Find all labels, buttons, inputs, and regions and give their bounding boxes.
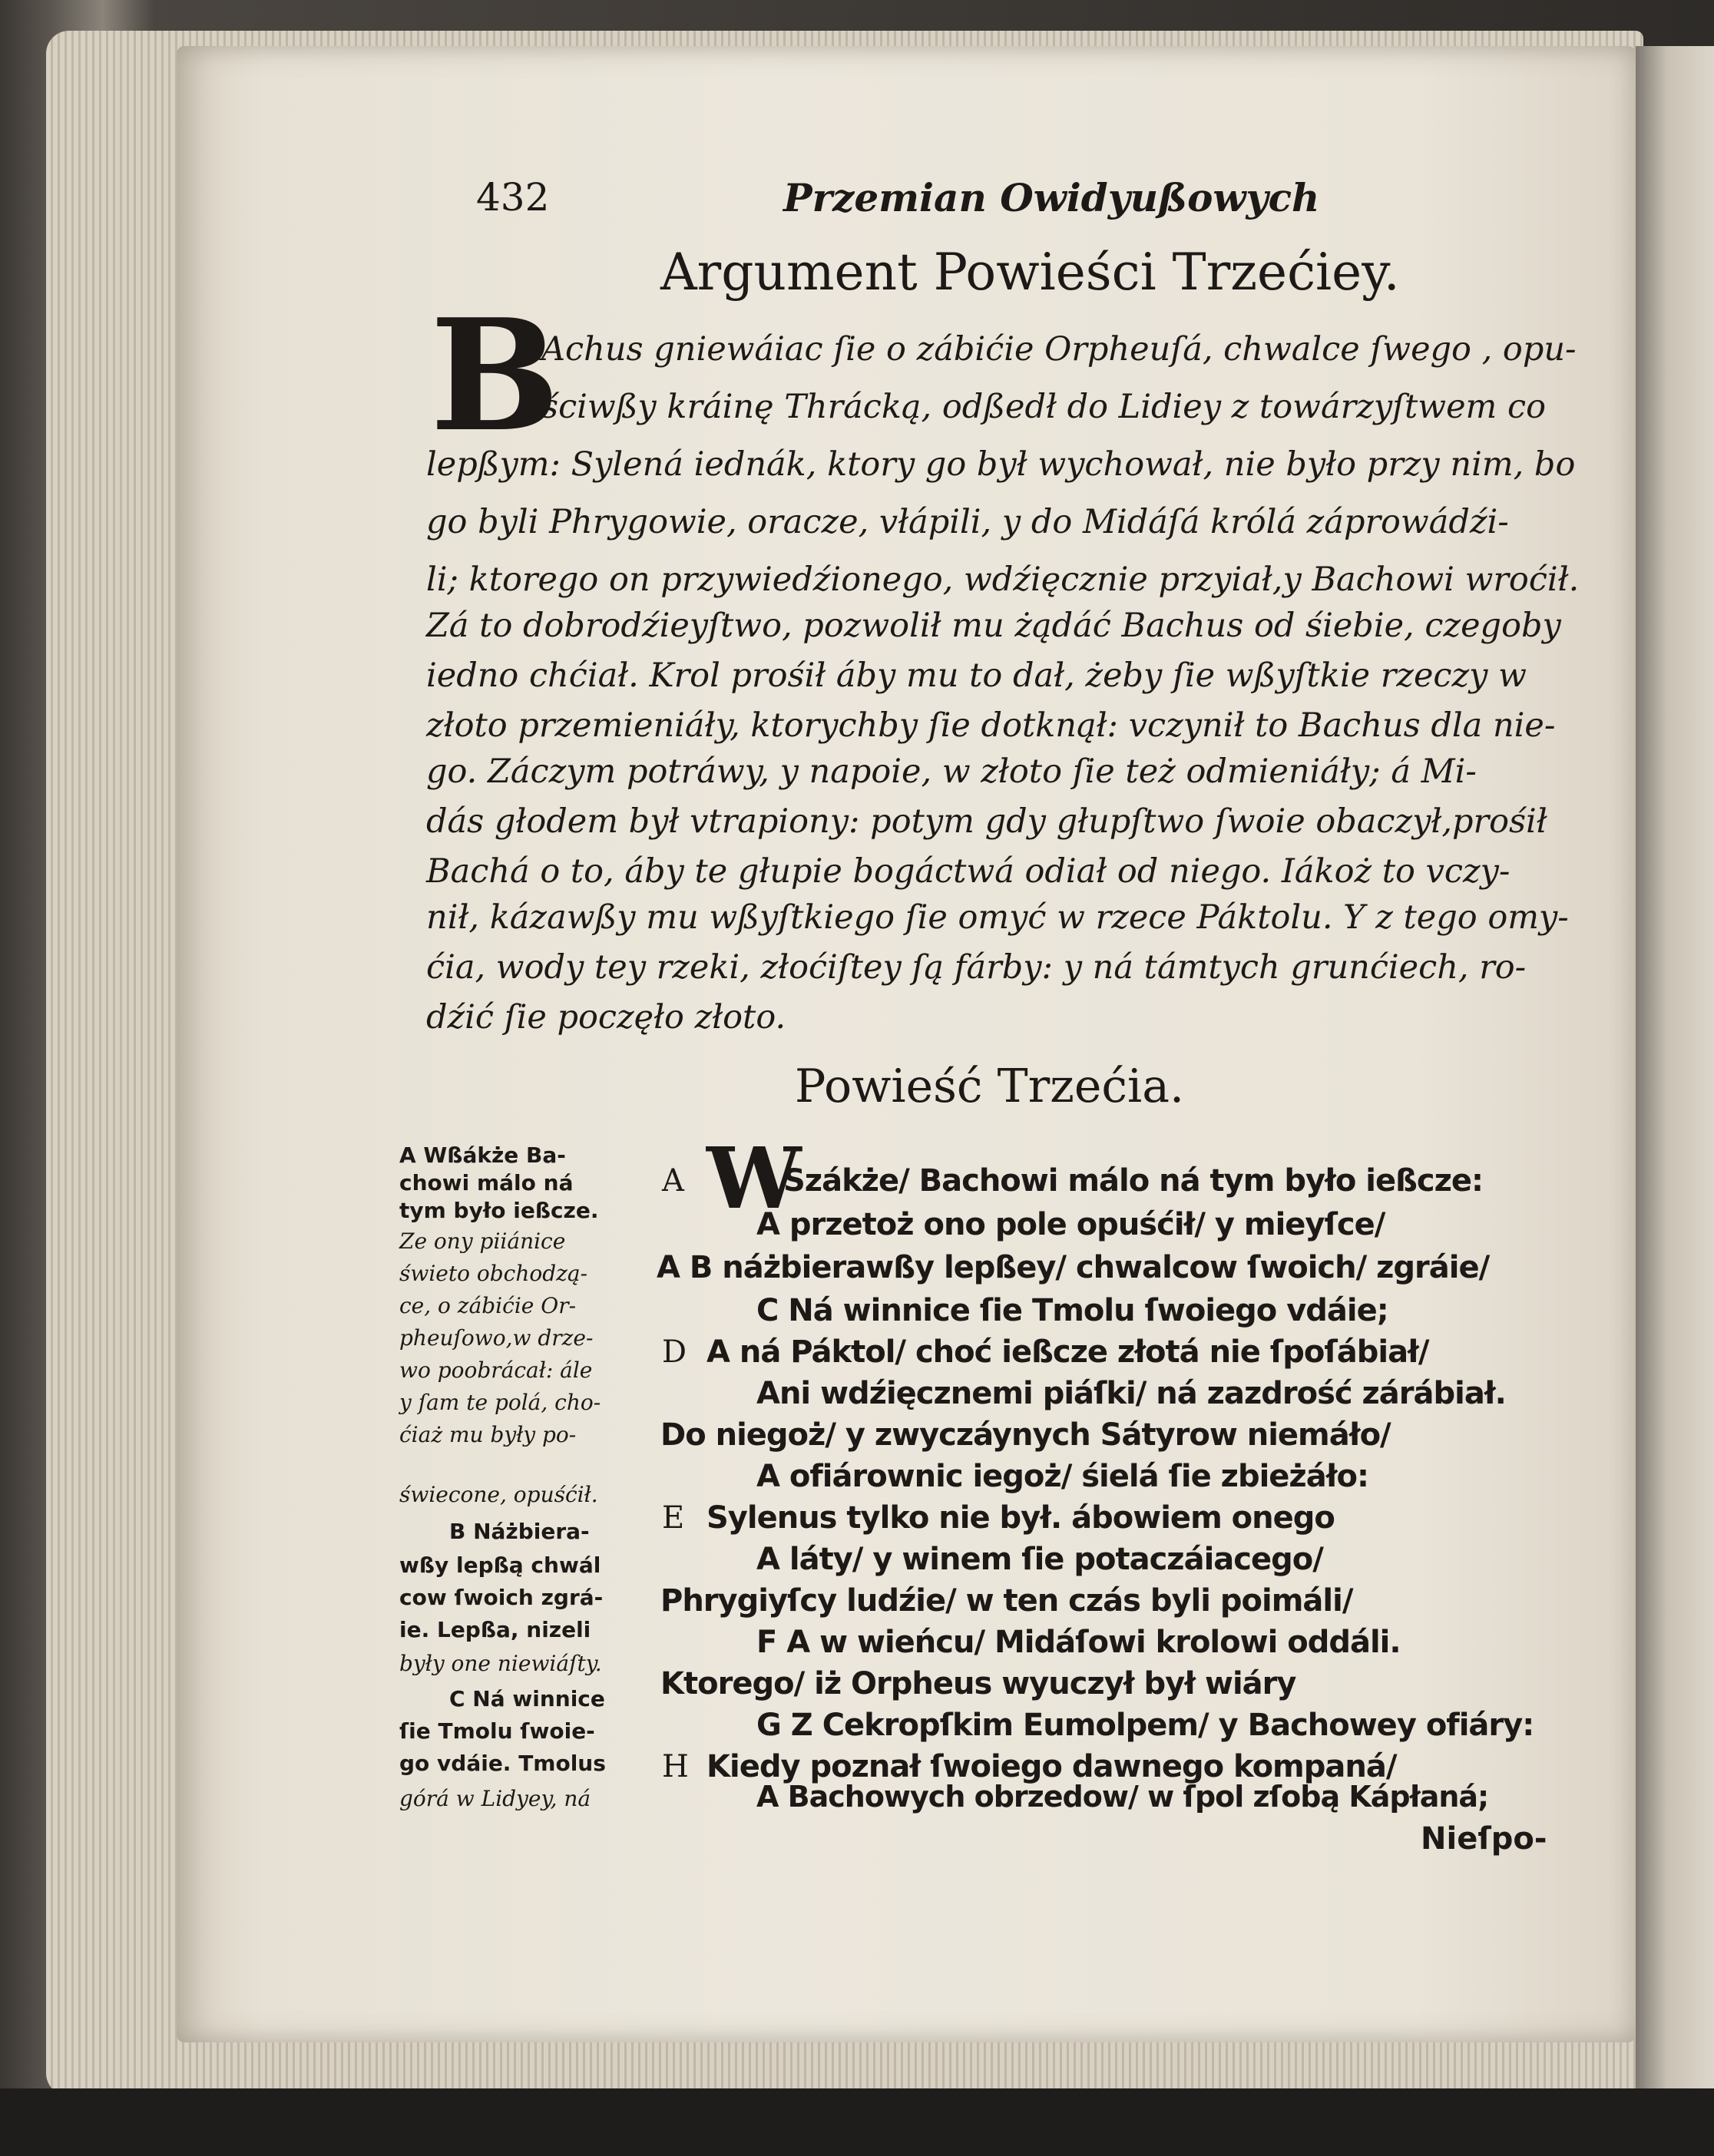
margin-note-line: A Wßákże Ba-: [399, 1142, 566, 1168]
verse-line: Do niegoż/ y zwyczáynych Sátyrow niemáło/: [660, 1417, 1391, 1453]
verse-marker: D: [662, 1334, 687, 1370]
drop-cap: B: [430, 286, 561, 466]
verse-line: A ná Páktol/ choć ießcze złotá nie ſpoſábiał/: [706, 1334, 1429, 1370]
margin-note-line: wo poobrácał: ále: [399, 1357, 593, 1383]
margin-note-line: y ſam te polá, cho-: [399, 1390, 601, 1415]
verse-line: Sylenus tylko nie był. ábowiem onego: [706, 1500, 1335, 1536]
margin-note-line: C Ná winnice: [449, 1686, 605, 1711]
verse-line: G Z Cekropſkim Eumolpem/ y Bachowey ofiáry:: [756, 1708, 1534, 1743]
argument-line: ćia, wody tey rzeki, złoćiſtey ſą fárby: y ná támtych grunćiech, ro-: [426, 948, 1527, 987]
margin-note-line: Ze ony piiánice: [399, 1228, 566, 1254]
argument-line: go byli Phrygowie, oracze, vłápili, y do Midáſá królá záprowádźi-: [426, 503, 1509, 541]
verse-marker: H: [662, 1749, 689, 1784]
verse-line: A láty/ y winem ſie potaczáiacego/: [756, 1542, 1323, 1577]
verse-line: A Bachowych obrzedow/ w ſpol zſobą Kápłaná;: [756, 1780, 1489, 1814]
verse-line: C Ná winnice ſie Tmolu ſwoiego vdáie;: [756, 1293, 1388, 1328]
argument-line: dźić ſie poczęło złoto.: [426, 998, 786, 1037]
argument-line: li; ktorego on przywiedźionego, wdźięcznie przyiał,y Bachowi wroćił.: [426, 560, 1580, 599]
running-head: Przemian Owidyußowych: [783, 175, 1320, 220]
page-number: 432: [476, 175, 550, 220]
margin-note-line: go vdáie. Tmolus: [399, 1751, 606, 1776]
margin-note-line: pheuſowo,w drze-: [399, 1325, 594, 1351]
margin-note-line: cow ſwoich zgrá-: [399, 1585, 604, 1610]
verse-line: Ktorego/ iż Orpheus wyuczył był wiáry: [660, 1666, 1296, 1701]
margin-note-line: ce, o zábićie Or-: [399, 1293, 577, 1318]
margin-note-line: ćiaż mu były po-: [399, 1422, 577, 1447]
margin-note-line: były one niewiáſty.: [399, 1651, 602, 1676]
argument-line: dás głodem był vtrapiony: potym gdy głupſtwo ſwoie obaczył,prośił: [426, 802, 1547, 841]
verse-line: Phrygiyſcy ludźie/ w ten czás byli poimáli/: [660, 1583, 1353, 1619]
argument-line: Achus gniewáiac ſie o zábićie Orpheuſá, chwalce ſwego , opu-: [541, 330, 1577, 369]
margin-note-line: świeto obchodzą-: [399, 1261, 588, 1286]
margin-note-line: tym było ießcze.: [399, 1198, 599, 1223]
argument-title: Argument Powieści Trzećiey.: [660, 243, 1400, 302]
argument-line: Zá to dobrodźieyſtwo, pozwolił mu żądáć Bachus od śiebie, czegoby: [426, 607, 1561, 645]
argument-line: nił, kázawßy mu wßyſtkiego ſie omyć w rzece Páktolu. Y z tego omy-: [426, 898, 1569, 937]
argument-line: go. Záczym potráwy, y napoie, w złoto ſie też odmieniáły; á Mi-: [426, 752, 1477, 791]
verse-marker: E: [662, 1500, 685, 1536]
verse-line: A ofiárownic iegoż/ śielá ſie zbieżáło:: [756, 1459, 1369, 1494]
verse-line: F A w wieńcu/ Midáſowi krolowi oddáli.: [756, 1625, 1401, 1660]
argument-line: złoto przemieniáły, ktorychby ſie dotknął: vczynił to Bachus dla nie-: [426, 706, 1556, 745]
margin-note-line: B Náżbiera-: [449, 1519, 590, 1544]
verse-line: A B náżbierawßy lepßey/ chwalcow ſwoich/ zgráie/: [657, 1250, 1490, 1285]
margin-note-line: świecone, opuśćił.: [399, 1482, 598, 1507]
argument-line: iedno chćiał. Krol prośił áby mu to dał, żeby ſie wßyſtkie rzeczy w: [426, 656, 1527, 695]
argument-line: Bachá o to, áby te głupie bogáctwá odiał od niego. Iákoż to vczy-: [426, 852, 1511, 891]
verse-line: Kiedy poznał ſwoiego dawnego kompaná/: [706, 1749, 1397, 1784]
catchword: Nieſpo-: [1421, 1821, 1547, 1857]
margin-note-line: ſie Tmolu ſwoie-: [399, 1718, 595, 1744]
facing-page-edge: [1636, 46, 1714, 2104]
verse-marker: A: [662, 1163, 684, 1199]
margin-note-line: ie. Lepßa, nizeli: [399, 1617, 591, 1642]
verse-line: A przetoż ono pole opuśćił/ y mieyſce/: [756, 1207, 1385, 1242]
margin-note-line: chowi málo ná: [399, 1170, 574, 1195]
argument-line: ściwßy kráinę Thrácką, odßedł do Lidiey z towárzyſtwem co: [541, 388, 1546, 426]
book-base-shadow: [0, 2088, 1714, 2156]
margin-note-line: wßy lepßą chwál: [399, 1553, 601, 1578]
verse-initial: W: [706, 1129, 802, 1228]
verse-line: Ani wdźięcznemi piáſki/ ná zazdrość zárábiał.: [756, 1376, 1506, 1411]
section-title: Powieść Trzećia.: [795, 1060, 1185, 1113]
argument-line: lepßym: Sylená iednák, ktory go był wychował, nie było przy nim, bo: [426, 445, 1576, 484]
verse-line: Szákże/ Bachowi málo ná tym było ießcze:: [783, 1163, 1484, 1199]
margin-note-line: górá w Lidyey, ná: [399, 1786, 591, 1811]
